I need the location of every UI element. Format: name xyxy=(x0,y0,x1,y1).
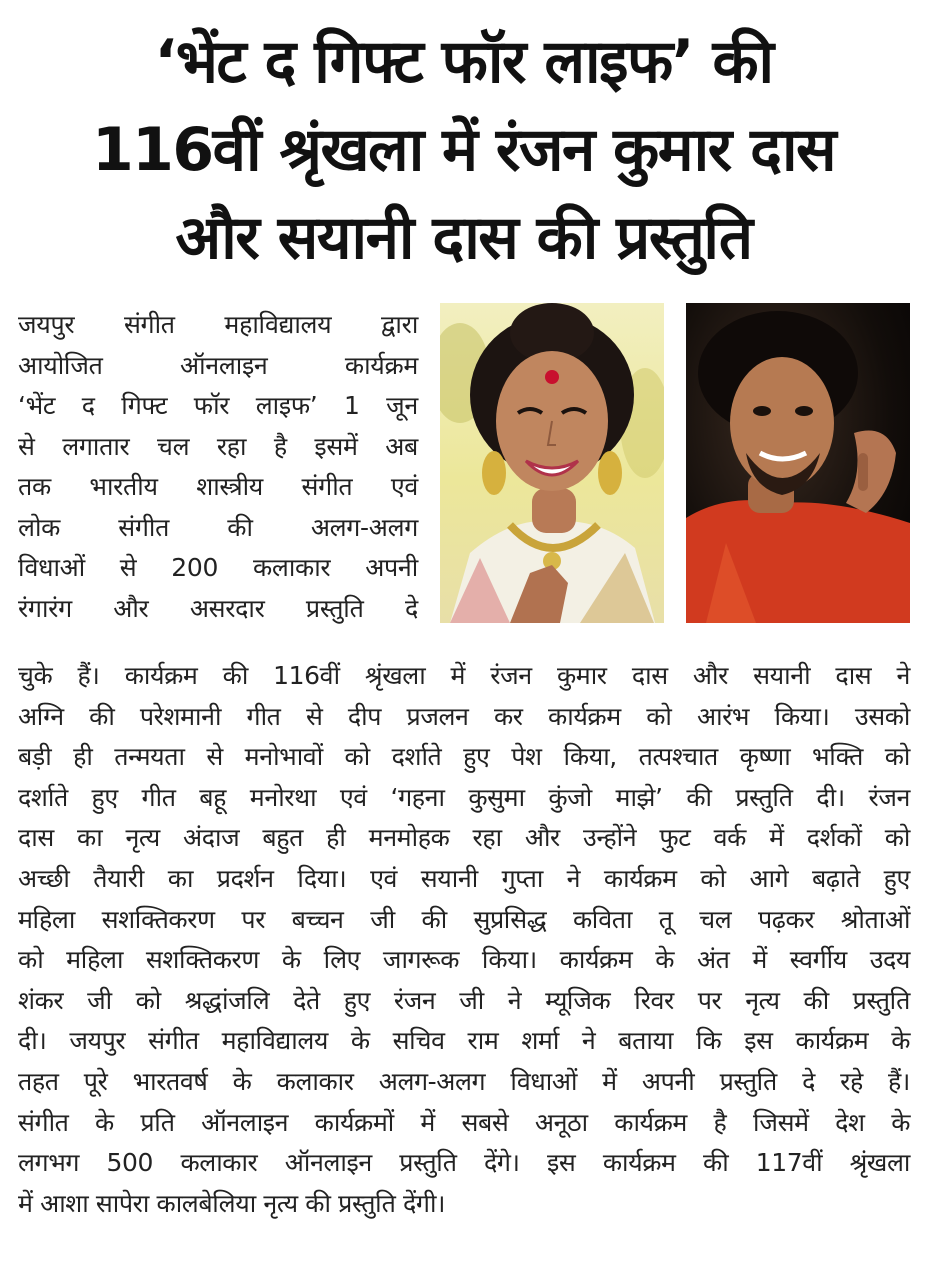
body-line: दास का नृत्य अंदाज बहुत ही मनमोहक रहा और उन्होंने फुट वर्क में दर्शकों को xyxy=(18,823,910,853)
article-headline xyxy=(20,18,907,282)
lead-line: रंगारंग और असरदार प्रस्तुति दे xyxy=(18,593,418,623)
lead-line: लोक संगीत की अलग-अलग xyxy=(18,512,418,542)
lead-line: से लगातार चल रहा है इसमें अब xyxy=(18,431,418,461)
lead-line: ‘भेंट द गिफ्ट फॉर लाइफ’ 1 जून xyxy=(18,391,418,420)
article-body-paragraph xyxy=(18,656,910,1224)
performer-photo-woman xyxy=(440,303,664,623)
article-lead-paragraph xyxy=(18,305,418,629)
lead-line: जयपुर संगीत महाविद्यालय द्वारा xyxy=(18,310,418,339)
body-line: को महिला सशक्तिकरण के लिए जागरूक किया। कार्यक्रम के अंत में स्वर्गीय उदय xyxy=(18,945,910,975)
lead-line: तक भारतीय शास्त्रीय संगीत एवं xyxy=(18,472,418,501)
body-line: बड़ी ही तन्मयता से मनोभावों को दर्शाते हुए पेश किया, तत्पश्चात कृष्णा भक्ति को xyxy=(18,742,910,772)
body-line: अच्छी तैयारी का प्रदर्शन दिया। एवं सयानी गुप्ता ने कार्यक्रम को आगे बढ़ाते हुए xyxy=(18,863,910,893)
body-line: महिला सशक्तिकरण पर बच्चन जी की सुप्रसिद्ध कविता तू चल पढ़कर श्रोताओं xyxy=(18,904,910,934)
lead-line: आयोजित ऑनलाइन कार्यक्रम xyxy=(18,350,418,380)
body-line: तहत पूरे भारतवर्ष के कलाकार अलग-अलग विधाओं में अपनी प्रस्तुति दे रहे हैं। xyxy=(18,1066,910,1096)
headline-line-2: 116वीं श्रृंखला में रंजन कुमार दास xyxy=(91,115,836,185)
body-line: अग्नि की परेशमानी गीत से दीप प्रजलन कर कार्यक्रम को आरंभ किया। उसको xyxy=(18,701,910,731)
body-line: दी। जयपुर संगीत महाविद्यालय के सचिव राम शर्मा ने बताया कि इस कार्यक्रम के xyxy=(18,1026,910,1056)
headline-line-1: ‘भेंट द गिफ्ट फॉर लाइफ’ की xyxy=(154,27,773,97)
body-line: लगभग 500 कलाकार ऑनलाइन प्रस्तुति देंगे। इस कार्यक्रम की 117वीं श्रृंखला xyxy=(18,1148,910,1178)
body-line: संगीत के प्रति ऑनलाइन कार्यक्रमों में सबसे अनूठा कार्यक्रम है जिसमें देश के xyxy=(18,1107,910,1137)
body-line: शंकर जी को श्रद्धांजलि देते हुए रंजन जी ने म्यूजिक रिवर पर नृत्य की प्रस्तुति xyxy=(18,985,910,1015)
performer-photo-man xyxy=(686,303,910,623)
body-line: दर्शाते हुए गीत बहू मनोरथा एवं ‘गहना कुसुमा कुंजो माझे’ की प्रस्तुति दी। रंजन xyxy=(18,782,910,812)
body-line: चुके हैं। कार्यक्रम की 116वीं श्रृंखला में रंजन कुमार दास और सयानी दास ने xyxy=(18,661,910,690)
lead-line: विधाओं से 200 कलाकार अपनी xyxy=(18,553,418,582)
body-line: में आशा सापेरा कालबेलिया नृत्य की प्रस्तुति देंगी। xyxy=(18,1188,446,1218)
headline-line-3: और सयानी दास की प्रस्तुति xyxy=(175,203,752,273)
